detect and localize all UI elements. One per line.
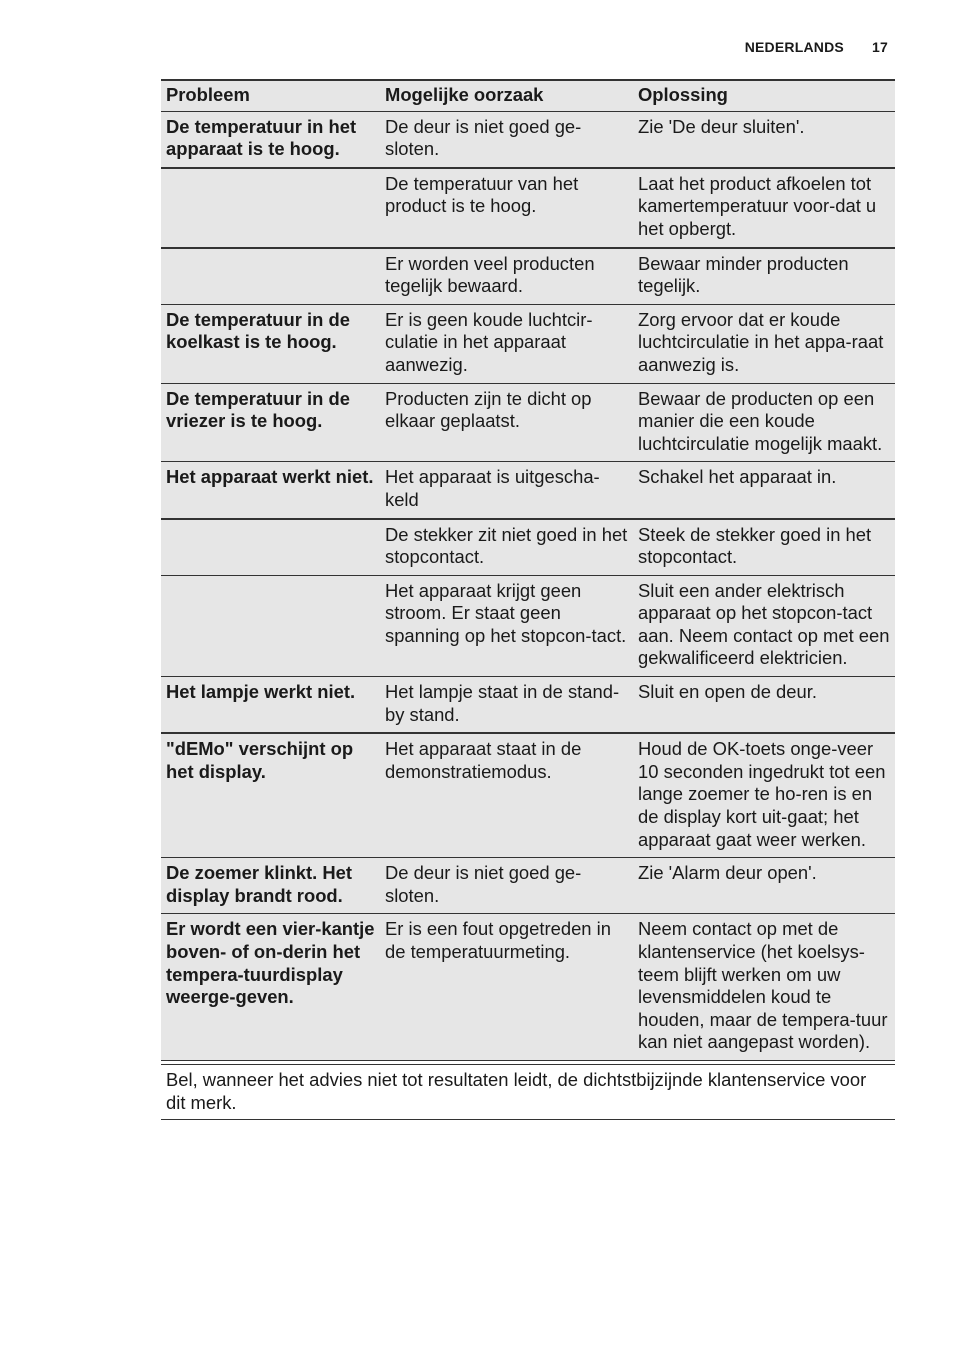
solution-cell: Zie 'Alarm deur open'. xyxy=(633,858,895,914)
cause-cell: Producten zijn te dicht op elkaar geplaatst. xyxy=(380,383,633,462)
cause-cell: De deur is niet goed ge-sloten. xyxy=(380,858,633,914)
cause-cell: De deur is niet goed ge-sloten. xyxy=(380,111,633,168)
table-row xyxy=(161,462,895,519)
table-row xyxy=(161,677,895,734)
table-row xyxy=(161,733,895,857)
table-row xyxy=(161,304,895,383)
problem-cell xyxy=(161,168,380,248)
troubleshooting-table xyxy=(161,79,895,1061)
table-row xyxy=(161,914,895,1061)
problem-cell: De temperatuur in de vriezer is te hoog. xyxy=(161,383,380,462)
column-header-solution: Oplossing xyxy=(633,80,895,111)
table-header-row xyxy=(161,80,895,111)
cause-cell: Er worden veel producten tegelijk bewaard. xyxy=(380,248,633,305)
column-header-problem: Probleem xyxy=(161,80,380,111)
cause-cell: Er is geen koude luchtcir-culatie in het apparaat aanwezig. xyxy=(380,304,633,383)
table-row xyxy=(161,519,895,576)
problem-cell xyxy=(161,248,380,305)
cause-cell: Er is een fout opgetreden in de temperatuurmeting. xyxy=(380,914,633,1061)
language-label: NEDERLANDS xyxy=(744,39,844,55)
problem-cell: De temperatuur in het apparaat is te hoog. xyxy=(161,111,380,168)
cause-cell: Het apparaat krijgt geen stroom. Er staat geen spanning op het stopcon-tact. xyxy=(380,575,633,676)
troubleshooting-section xyxy=(161,79,895,1120)
problem-cell: De zoemer klinkt. Het display brandt rood. xyxy=(161,858,380,914)
solution-cell: Bewaar de producten op een manier die een koude luchtcirculatie mogelijk maakt. xyxy=(633,383,895,462)
page-number: 17 xyxy=(872,39,888,55)
problem-cell: Het lampje werkt niet. xyxy=(161,677,380,734)
table-row xyxy=(161,383,895,462)
problem-cell xyxy=(161,575,380,676)
cause-cell: De stekker zit niet goed in het stopcontact. xyxy=(380,519,633,576)
problem-cell: Er wordt een vier-kantje boven- of on-derin het tempera-tuurdisplay weerge-geven. xyxy=(161,914,380,1061)
column-header-cause: Mogelijke oorzaak xyxy=(380,80,633,111)
solution-cell: Schakel het apparaat in. xyxy=(633,462,895,519)
problem-cell xyxy=(161,519,380,576)
cause-cell: De temperatuur van het product is te hoog. xyxy=(380,168,633,248)
table-row xyxy=(161,858,895,914)
footnote: Bel, wanneer het advies niet tot resultaten leidt, de dichtstbijzijnde klantenservice voor dit merk. xyxy=(161,1065,895,1120)
table-row xyxy=(161,111,895,168)
table-row xyxy=(161,575,895,676)
problem-cell: "dEMo" verschijnt op het display. xyxy=(161,733,380,857)
solution-cell: Neem contact op met de klantenservice (het koelsys-teem blijft werken om uw levensmiddelen koud te houden, maar de tempera-tuur kan niet aangepast worden). xyxy=(633,914,895,1061)
solution-cell: Zie 'De deur sluiten'. xyxy=(633,111,895,168)
cause-cell: Het lampje staat in de stand-by stand. xyxy=(380,677,633,734)
solution-cell: Sluit en open de deur. xyxy=(633,677,895,734)
cause-cell: Het apparaat is uitgescha-keld xyxy=(380,462,633,519)
solution-cell: Zorg ervoor dat er koude luchtcirculatie in het appa-raat aanwezig is. xyxy=(633,304,895,383)
table-body xyxy=(161,111,895,1060)
table-row xyxy=(161,248,895,305)
cause-cell: Het apparaat staat in de demonstratiemodus. xyxy=(380,733,633,857)
problem-cell: De temperatuur in de koelkast is te hoog. xyxy=(161,304,380,383)
running-header xyxy=(745,39,888,55)
solution-cell: Laat het product afkoelen tot kamertemperatuur voor-dat u het opbergt. xyxy=(633,168,895,248)
problem-cell: Het apparaat werkt niet. xyxy=(161,462,380,519)
solution-cell: Bewaar minder producten tegelijk. xyxy=(633,248,895,305)
table-row xyxy=(161,168,895,248)
solution-cell: Houd de OK-toets onge-veer 10 seconden ingedrukt tot een lange zoemer te ho-ren is en de display kort uit-gaat; het apparaat gaat weer werken. xyxy=(633,733,895,857)
solution-cell: Steek de stekker goed in het stopcontact. xyxy=(633,519,895,576)
solution-cell: Sluit een ander elektrisch apparaat op het stopcon-tact aan. Neem contact op met een gekwalificeerd elektricien. xyxy=(633,575,895,676)
